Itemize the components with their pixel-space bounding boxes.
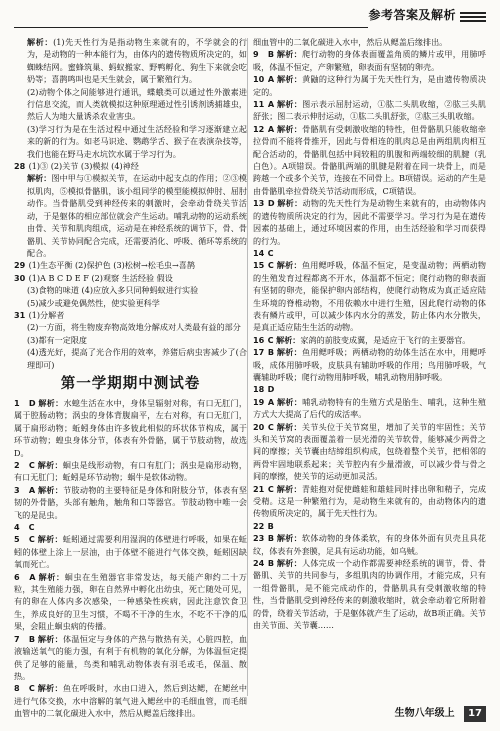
answer-paragraph: [14, 297, 247, 309]
header-title: 参考答案及解析: [368, 8, 456, 22]
question-number: 30: [14, 272, 26, 283]
analysis-label: 解析：: [277, 198, 303, 209]
question-number: 15: [253, 260, 265, 271]
answer-text: (3)都有一定限度: [27, 334, 88, 345]
answer-paragraph: [253, 396, 486, 421]
answer-choice: D: [28, 397, 36, 408]
answer-paragraph: [253, 48, 486, 73]
answer-paragraph: [14, 36, 247, 86]
answer-paragraph: [253, 259, 486, 333]
answer-paragraph: [14, 334, 247, 346]
answer-choice: C: [267, 483, 274, 494]
answer-text: 蚯蚓通过需要利用湿润的体壁进行呼吸，如果在蚯蚓的体壁上涂上一层油，由于体壁不能进行气体交换，蚯蚓因缺氧而死亡。: [14, 534, 247, 570]
answer-text: 鱼用鳃呼吸；两栖动物的幼体生活在水中，用鳃呼吸，成体用肺呼吸，皮肤具有辅助呼吸的作用；鸟用肺呼吸，气囊辅助呼吸；爬行动物用肺呼吸，哺乳动物用肺呼吸。: [253, 347, 486, 382]
answer-paragraph: [14, 346, 247, 371]
answer-choice: A: [29, 571, 36, 582]
answer-choice: C: [267, 260, 274, 271]
question-number: 11: [253, 99, 265, 110]
answer-text: 水螅生活在水中，身体呈辐射对称，有口无肛门，属于腔肠动物；涡虫的身体背腹扁平，左右对称，有口无肛门，属于扁形动物；蚯蚓身体由许多彼此相似的环状体节构成，属于环节动物；蝗虫身体分节，体表有外骨骼，属于节肢动物，故选D。: [14, 397, 247, 458]
analysis-label: 解析：: [37, 633, 64, 644]
answer-text: 体温恒定与身体的产热与散热有关，心脏四腔，血液输送氧气的能力强，有利于有机物的氧化分解，为体温恒定提供了足够的能量，鸟类和哺乳动物体表有羽毛或毛，保温、散热。: [14, 633, 247, 681]
answer-choice: C: [267, 247, 274, 258]
question-number: 19: [253, 396, 265, 407]
answer-text: (3)食物的味道 (4)应放入多只同种蚂蚁进行实验: [27, 285, 199, 296]
header-rule: [14, 27, 368, 28]
page-header: [0, 0, 500, 36]
analysis-label: 解析：: [276, 334, 301, 345]
answer-choice: C: [267, 421, 274, 432]
question-number: 2: [14, 460, 20, 470]
header-stripe-decoration: [460, 10, 486, 22]
answer-paragraph: [14, 521, 247, 533]
answer-choice: B: [267, 520, 274, 531]
answer-paragraph: [14, 86, 247, 123]
question-number: 5: [14, 534, 20, 545]
answer-text: 鱼用鳃呼吸，体温不恒定，是变温动物；两栖动物的生殖发育过程都离不开水，体温都不恒定；爬行动物的卵表面有坚韧的卵壳，能保护卵内部结构，使爬行动物成为真正适应陆生环境的脊椎动物，不用依赖水中进行生殖，因此爬行动物的体表有鳞片或甲，可以减少体内水分的蒸发，防止体内水分散失，是真正适应陆生生活的动物。: [253, 260, 486, 333]
analysis-label: 解析：: [276, 396, 303, 407]
answer-paragraph: [14, 160, 247, 172]
question-number: 29: [14, 260, 26, 271]
answer-choice: A: [267, 99, 275, 110]
answer-text: 骨骼肌有受刺激收缩的特性，但骨骼肌只能收缩牵拉骨而不能将骨推开，因此与骨相连的肌肉总是由两组肌肉相互配合活动的，骨骼肌包括中间较粗的肌腹和两端较细的肌腱（乳白色）。A项错误。骨骼肌两端的肌腱是附着在同一块骨上，而是跨越一个或多个关节，连接在不同骨上。B项错误。运动的产生是由骨骼肌牵拉骨绕关节活动而形成，C项错误。: [253, 123, 486, 196]
question-number: 8: [14, 683, 20, 694]
answer-choice: C: [28, 683, 35, 694]
answer-text: (1)先天性行为是指动物生来就有的，不学就会的行为，是动物的一种本能行为，由体内的遗传物质所决定的，如蜘蛛结网。蜜蜂筑巢、蚂蚁搬家、野鸭孵化、狗生下来就会吃奶等；喜鹊鸣叫也是天生就会，属于繁殖行为。: [27, 37, 247, 85]
answer-text: (3)学习行为是在生活过程中通过生活经验和学习逐渐建立起来的新的行为。如老马识途、鹦鹉学舌、猴子在表演杂技等，我们也能在野马走水坑饮水属于学习行为。: [27, 123, 247, 159]
answer-paragraph: [253, 247, 486, 259]
answer-paragraph: [14, 172, 247, 259]
answer-paragraph: [253, 346, 486, 383]
analysis-label: 解析：: [276, 533, 303, 544]
question-number: 14: [253, 247, 265, 258]
analysis-label: 解析：: [276, 260, 302, 271]
question-number: 7: [14, 633, 20, 644]
answer-text: 动物的先天性行为是动物生来就有的，由动物体内的遗传物质所决定的行为，因此不需要学习。学习行为是在遗传因素的基础上，通过环境因素的作用，由生活经验和学习而获得的行为。: [253, 198, 486, 246]
answer-text: 图中甲与①模拟关节，在运动中起支点的作用；②③模拟肌肉，⑤模拟骨骼肌，该小组同学的模型能模拟伸肘、屈肘动作。当骨骼肌受到神经传来的刺激时，会牵动骨绕关节活动，于是躯体的相应部位就会产生运动。哺乳动物的运动系统由骨、关节和肌肉组成，运动是在神经系统的调节下，骨、骨骼肌、关节协同配合完成，还需要消化、呼吸、循环等系统的配合。: [27, 173, 247, 258]
question-number: 23: [253, 533, 265, 544]
answer-text: (5)减少或避免偶然性，使实验更科学: [27, 297, 160, 308]
answer-text: 图示表示屈肘运动，①肱二头肌收缩，②肱三头肌舒张；图二表示伸肘运动，①肱二头肌舒张，②肱三头肌收缩。: [253, 99, 486, 122]
question-number: 31: [14, 309, 26, 320]
analysis-label: 解析：: [276, 421, 302, 432]
answer-paragraph: [253, 73, 486, 98]
question-number: 9: [253, 49, 259, 60]
answer-paragraph: [253, 557, 486, 631]
answer-text: 蛔虫是线形动物，有口有肛门；涡虫是扁形动物，有口无肛门；蚯蚓是环节动物；蜗牛是软体动物。: [14, 460, 247, 483]
answer-text: 家鸽的前肢变成翼，是适应于飞行的主要器官。: [300, 334, 471, 345]
answer-text: 人体完成一个动作都需要神经系统的调节，骨、骨骼肌、关节的共同参与，多组肌肉的协调作用，才能完成，只有一组骨骼肌，是不能完成动作的，骨骼肌具有受刺激收缩的特性，当骨骼肌受到神经传来的刺激收缩时，就会牵动着它所附着的骨，绕着关节活动，于是躯体就产生了运动，故B项正确。关节由关节面、关节囊……: [253, 558, 486, 631]
analysis-label: 解析：: [276, 99, 303, 110]
question-number: 10: [253, 74, 265, 85]
answer-paragraph: [14, 259, 247, 271]
analysis-label: 解析：: [276, 558, 303, 569]
question-number: 13: [253, 198, 265, 209]
analysis-label: 解析：: [37, 484, 64, 495]
answer-paragraph: [14, 123, 247, 160]
question-number: 21: [253, 483, 265, 494]
analysis-label: 解析：: [276, 347, 303, 358]
answer-text: (4)透光好，提高了光合作用的效率，养猪后病虫害减少了(合理即可): [27, 347, 247, 370]
answer-choice: D: [267, 198, 275, 209]
answer-paragraph: [253, 197, 486, 247]
page-footer: [286, 706, 486, 722]
answer-text: 蛔虫在生殖器官非常发达，每天能产卵约二十万粒，其生殖能力强，卵在自然界中孵化出幼虫，死亡随处可见，有的卵在人体内多次感染，一种感染性疾病，因此注意饮食卫生，养成良好的卫生习惯，不喝不干净的生水，不吃不干净的瓜果，会阻止蛔虫病的传播。: [14, 571, 247, 632]
question-number: 24: [253, 558, 265, 569]
answer-paragraph: [253, 334, 486, 346]
question-number: 4: [14, 522, 20, 533]
analysis-label: 解析：: [27, 37, 54, 47]
answer-text: 关节头位于关节窝里，增加了关节的牢固性；关节头和关节窝的表面覆盖着一层光滑的关节软骨，能够减少两骨之间的摩擦；关节囊由结缔组织构成，包绕着整个关节，把相邻的两骨牢固地联系起来；关节腔内有少量滑液，可以减少骨与骨之间的摩擦，使关节的运动更加灵活。: [253, 421, 486, 482]
question-number: 6: [14, 571, 20, 582]
question-number: 17: [253, 347, 265, 358]
answer-choice: A: [267, 74, 275, 85]
answer-text: 节肢动物的主要特征是身体和附肢分节，体表有坚韧的外骨骼，头部有触角，触角和口等器官。节肢动物中唯一会飞的是昆虫。: [14, 484, 247, 520]
answer-paragraph: [14, 682, 247, 719]
answer-paragraph: [253, 532, 486, 557]
answer-text: 爬行动物的身体表面覆盖角质的鳞片或甲，用肺呼吸，体温不恒定，产卵繁殖，卵表面有坚韧的卵壳。: [253, 49, 486, 72]
answer-paragraph: [14, 321, 247, 333]
answer-text: 软体动物的身体柔软，有的身体外面有贝壳且具花纹，体表有外套膜，足具有运动功能，如乌贼。: [253, 533, 486, 556]
question-number: 1: [14, 397, 20, 408]
answer-choice: A: [267, 396, 275, 407]
analysis-label: 解析：: [27, 173, 52, 184]
question-number: 3: [14, 484, 20, 495]
analysis-label: 解析：: [276, 74, 303, 85]
answer-text: 青蛙抱对促使雌蛙和雄蛙同时排出卵和精子，完成受精。这是一种繁殖行为，是动物生来就有的，由动物体内的遗传物质所决定的，属于先天性行为。: [253, 483, 486, 519]
answer-paragraph: [253, 520, 486, 532]
question-number: 22: [253, 520, 265, 531]
analysis-label: 解析：: [37, 683, 63, 694]
analysis-label: 解析：: [38, 397, 64, 408]
answer-paragraph: [14, 284, 247, 296]
question-number: 28: [14, 161, 26, 172]
page-number: 17: [464, 706, 486, 722]
answer-choice: C: [267, 334, 274, 345]
analysis-label: 解析：: [37, 534, 63, 545]
question-number: 16: [253, 334, 265, 345]
answer-paragraph: [14, 633, 247, 683]
answer-choice: A: [267, 123, 275, 134]
left-column: [14, 36, 247, 719]
answer-paragraph: [14, 397, 247, 459]
answer-text: (1)A B C D E F (2)观察 生活经验 假设: [28, 272, 173, 283]
answer-text: (1)生态平衡 (2)保护色 (3)松树→松毛虫→喜鹊: [28, 260, 195, 271]
answer-choice: C: [28, 460, 35, 470]
answer-paragraph: [14, 484, 247, 521]
answer-choice: B: [28, 633, 36, 644]
analysis-label: 解析：: [276, 49, 303, 60]
right-column: [253, 36, 486, 698]
answer-choice: B: [267, 533, 275, 544]
answer-text: (1)分解者: [28, 309, 65, 320]
answer-paragraph: [253, 483, 486, 520]
question-number: 20: [253, 421, 265, 432]
analysis-label: 解析：: [38, 571, 65, 582]
answer-choice: B: [267, 347, 275, 358]
analysis-label: 解析：: [276, 123, 303, 134]
answer-text: (1)③ (2)关节 (3)模拟 (4)神经: [28, 161, 139, 172]
answer-choice: B: [267, 49, 275, 60]
answer-choice: B: [267, 558, 275, 569]
answer-paragraph: [14, 309, 247, 321]
footer-book-title: 生物八年级上: [394, 708, 455, 719]
analysis-label: 解析：: [276, 483, 302, 494]
answer-paragraph: [14, 459, 247, 484]
answer-paragraph: [253, 36, 486, 48]
answer-paragraph: [253, 421, 486, 483]
answer-text: (2)动物个体之间能够进行通讯，蝶蛾类可以通过性外激素进行信息交流，而人类就模拟这种原理通过性引诱剂诱捕雄虫，然后人为地大量诱杀农业害虫。: [27, 86, 247, 122]
answer-paragraph: [14, 533, 247, 570]
answer-choice: D: [267, 384, 275, 395]
answer-paragraph: [253, 383, 486, 395]
answer-text: (2)一方面，将生物废弃物高效地分解成对人类最有益的部分: [27, 322, 241, 333]
analysis-label: 解析：: [37, 460, 63, 470]
answer-paragraph: [253, 98, 486, 123]
answer-choice: C: [28, 522, 35, 533]
answer-text: 细血管中的二氧化碳进入水中，然后从鳃盖后缘排出。: [253, 37, 448, 47]
section-title: 第一学期期中测试卷: [60, 375, 201, 392]
answer-text: 鱼在呼吸时，水由口进入，然后到达鳃，在鳃丝中进行气体交换，水中溶解的氧气进入鳃丝中的毛细血管，而毛细血管中的二氧化碳进入水中，然后从鳃盖后缘排出。: [14, 683, 247, 719]
question-number: 18: [253, 384, 265, 395]
column-divider: [247, 38, 248, 696]
answer-paragraph: [253, 123, 486, 197]
answer-choice: C: [28, 534, 35, 545]
answer-text: 哺乳动物特有的生殖方式是胎生、哺乳，这种生殖方式大大提高了后代的成活率。: [253, 396, 486, 420]
question-number: 12: [253, 123, 265, 134]
answer-choice: A: [28, 484, 36, 495]
answer-paragraph: [14, 272, 247, 284]
answer-paragraph: [14, 571, 247, 633]
answer-text: 黄鼬的这种行为属于先天性行为，是由遗传物质决定的。: [253, 74, 486, 97]
